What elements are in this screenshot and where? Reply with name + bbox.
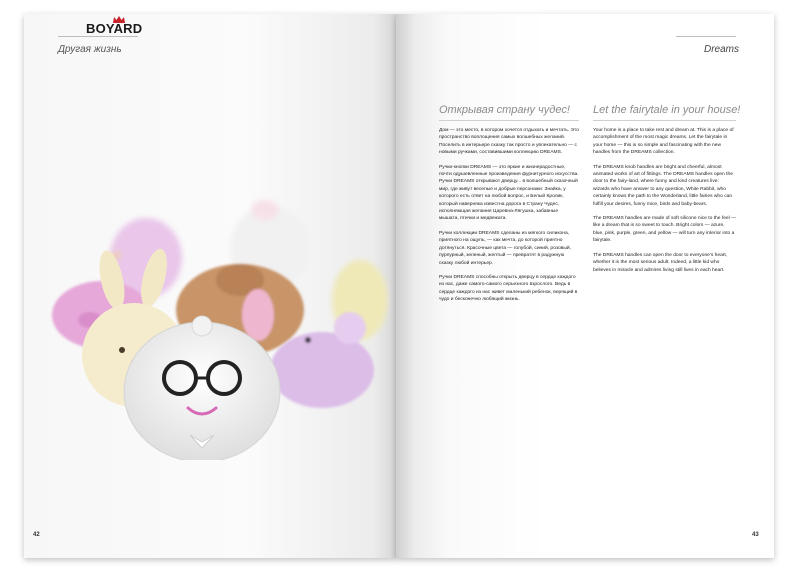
russian-paragraph: Ручки-кнопки DREAMS — это яркие и жизнерадостные, почти одушевленные произведения фурнитурного искусства. Ручки DREAMS открывают дверцу... в волшебный сказочный мир, где живут веселые и добрые персонажи: Знайка, у которого есть ответ на любой вопрос, и Белый Кролик, который наверняка известна дорога в Страну Чудес, исполняющая желания Царевна-Лягушка, забавные мышата, птички и медвежата. [439,164,579,222]
english-text-column [593,104,741,281]
russian-paragraph: Дом — это место, в котором хочется отдыхать и мечтать. Это пространство воплощения самых волшебных желаний. Поселить в интерьере сказку так просто и увлекательно — с новыми ручками, составившими коллекцию DREAMS. [439,128,579,156]
header-rule-left [58,36,138,37]
section-title-right: Dreams [704,44,740,55]
russian-text-column [439,104,579,311]
product-photo [30,130,390,460]
russian-heading: Открывая страну чудес! [439,104,579,121]
header-rule-right [676,36,736,37]
russian-paragraph: Ручки коллекции DREAMS сделаны из мягкого силикона, приятного на ощупь, — как мечта, до которой приятно дотянуться. Красочные цвета — голубой, синий, розовый, пурпурный, зеленый, желтый — превратят в радужную сказку любой интерьер. [439,230,571,266]
english-paragraph: The DREAMS handles are made of soft silicone nice to the feel — like a dream that is so sweet to touch. Bright colors — azure, blue, pink, purple, green, and yellow — will turn any interior into a fairytale. [593,216,736,244]
brand-logo: BOYARD [86,21,143,36]
section-title-left: Другая жизнь [58,44,122,55]
page-number-left: 42 [33,532,40,538]
page-number-right: 43 [752,532,759,538]
english-paragraph: The DREAMS handles can open the door to everyone's heart, whether it is the most serious adult. Indeed, a little kid who believes in miracle and admires living still lives in each heart. [593,252,728,273]
english-heading: Let the fairytale in your house! [593,104,736,121]
english-paragraph: The DREAMS knob handles are bright and cheerful, almost animated works of art of fittings. The DREAMS handles open the door to the fairy-land, where funny and kind creatures live: wizards who have answer to any question, White Rabbit, who certainly knows the path to the Wonderland, little fairies who can fulfill your desires, funny mice, birds and baby-bears. [593,164,733,207]
english-paragraph: Your home is a place to take rest and dream at. This is a place of accomplishment of the most magic dreams. Let the fairytale in your home — this is so simple and fascinating with the new handles from the DREAMS collection. [593,128,734,156]
russian-paragraph: Ручки DREAMS способны открыть дверцу в сердце каждого из нас, даже самого-самого серьезного взрослого. Ведь в сердце каждого из нас живет маленький ребенок, верящий в чудо и бесконечно любящий жизнь. [439,274,578,303]
